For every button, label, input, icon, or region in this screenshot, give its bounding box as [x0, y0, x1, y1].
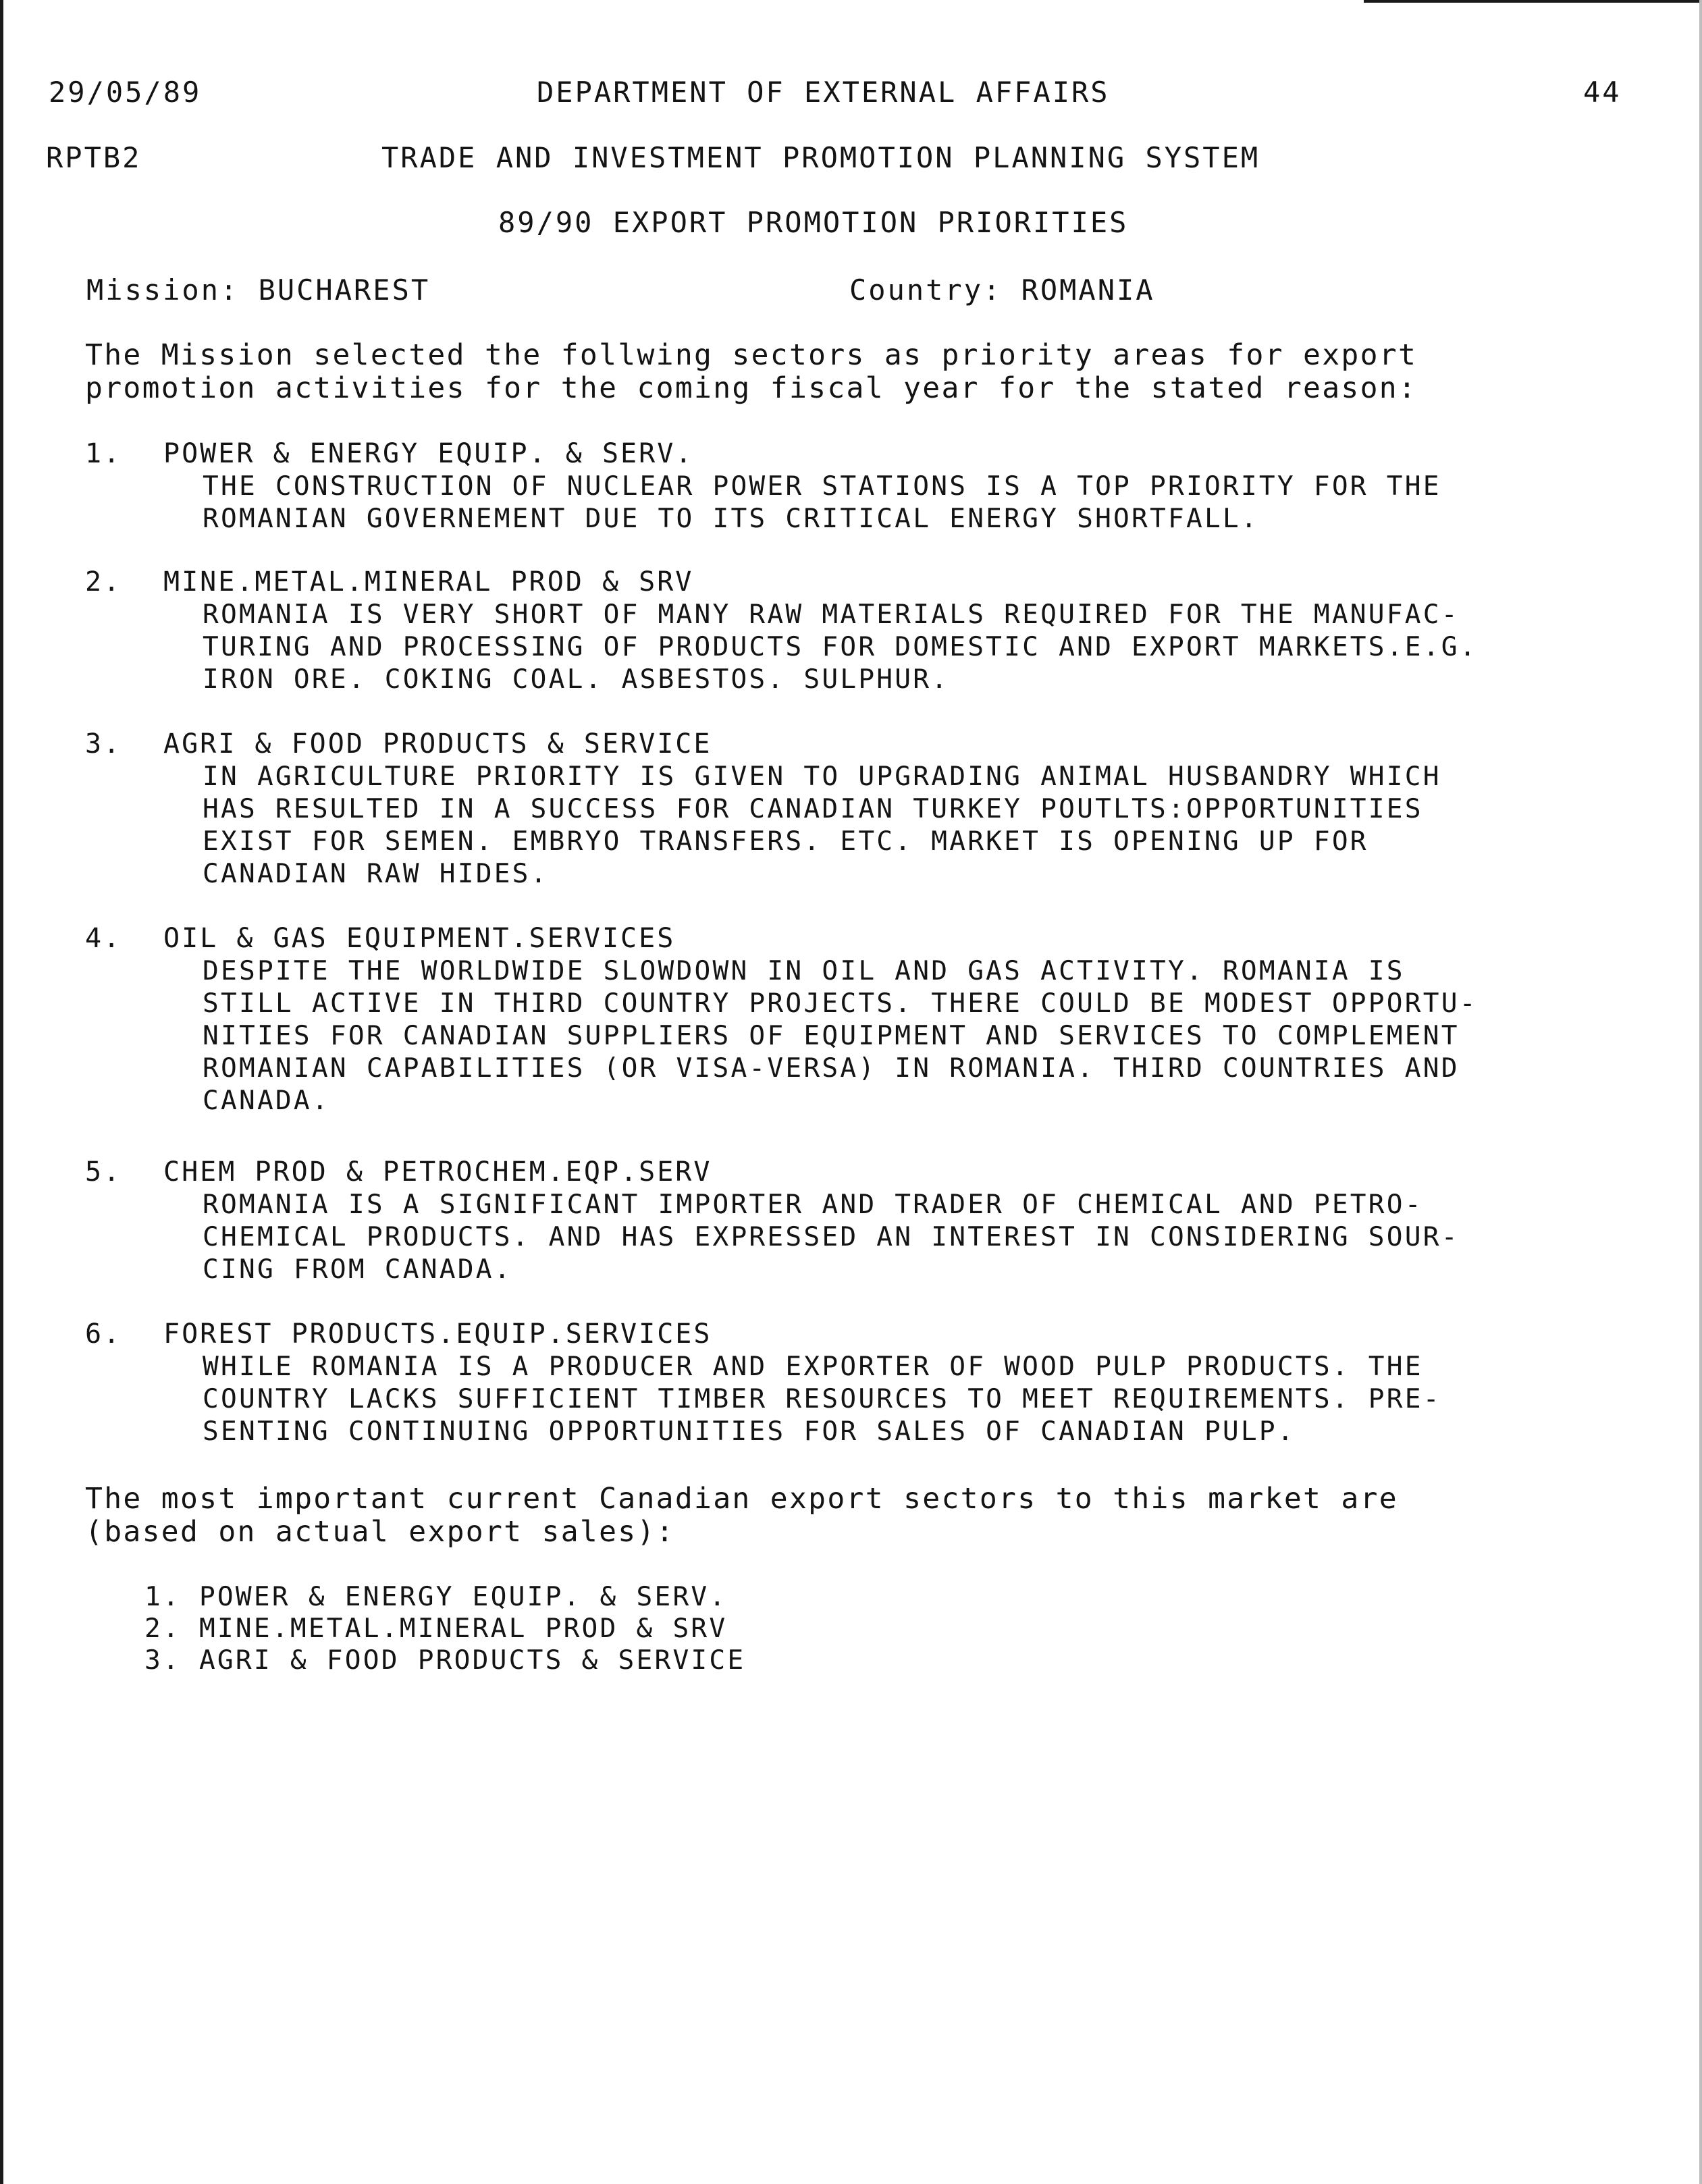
- mission-label: Mission: BUCHAREST: [86, 273, 431, 307]
- sector-title: POWER & ENERGY EQUIP. & SERV.: [163, 438, 694, 469]
- page-number: 44: [1583, 76, 1622, 109]
- current-sector-item: 1. POWER & ENERGY EQUIP. & SERV.: [144, 1581, 728, 1612]
- sector-text-line: STILL ACTIVE IN THIRD COUNTRY PROJECTS. THERE COULD BE MODEST OPPORTU-: [203, 988, 1478, 1019]
- page-left-edge: [0, 0, 3, 2184]
- sector-text-line: CANADA.: [203, 1085, 330, 1116]
- sector-text-line: ROMANIAN GOVERNEMENT DUE TO ITS CRITICAL ENERGY SHORTFALL.: [203, 503, 1259, 534]
- sector-text-line: TURING AND PROCESSING OF PRODUCTS FOR DOMESTIC AND EXPORT MARKETS.E.G.: [203, 631, 1478, 662]
- sector-text-line: CHEMICAL PRODUCTS. AND HAS EXPRESSED AN INTEREST IN CONSIDERING SOUR-: [203, 1221, 1460, 1252]
- sector-number: 4.: [85, 923, 122, 954]
- intro-line-2: promotion activities for the coming fiscal year for the stated reason:: [85, 371, 1418, 405]
- sector-number: 3.: [85, 728, 122, 760]
- department-title: DEPARTMENT OF EXTERNAL AFFAIRS: [537, 76, 1110, 109]
- country-label: Country: ROMANIA: [849, 273, 1155, 307]
- current-sector-item: 3. AGRI & FOOD PRODUCTS & SERVICE: [144, 1645, 746, 1676]
- sector-number: 2.: [85, 566, 122, 597]
- current-sectors-intro-line-2: (based on actual export sales):: [85, 1515, 675, 1549]
- sector-title: FOREST PRODUCTS.EQUIP.SERVICES: [163, 1319, 712, 1350]
- sector-text-line: IN AGRICULTURE PRIORITY IS GIVEN TO UPGRADING ANIMAL HUSBANDRY WHICH: [203, 761, 1441, 792]
- sector-text-line: COUNTRY LACKS SUFFICIENT TIMBER RESOURCES TO MEET REQUIREMENTS. PRE-: [203, 1383, 1441, 1414]
- sector-title: CHEM PROD & PETROCHEM.EQP.SERV: [163, 1156, 712, 1188]
- system-title: TRADE AND INVESTMENT PROMOTION PLANNING SYSTEM: [381, 141, 1260, 174]
- sector-text-line: NITIES FOR CANADIAN SUPPLIERS OF EQUIPMENT AND SERVICES TO COMPLEMENT: [203, 1020, 1460, 1051]
- sector-text-line: HAS RESULTED IN A SUCCESS FOR CANADIAN TURKEY POUTLTS:OPPORTUNITIES: [203, 793, 1423, 824]
- sector-number: 5.: [85, 1156, 122, 1188]
- sector-text-line: ROMANIA IS A SIGNIFICANT IMPORTER AND TRADER OF CHEMICAL AND PETRO-: [203, 1189, 1423, 1220]
- sector-text-line: DESPITE THE WORLDWIDE SLOWDOWN IN OIL AND GAS ACTIVITY. ROMANIA IS: [203, 955, 1405, 986]
- report-date: 29/05/89: [49, 76, 202, 109]
- current-sector-item: 2. MINE.METAL.MINERAL PROD & SRV: [144, 1613, 728, 1644]
- sector-text-line: EXIST FOR SEMEN. EMBRYO TRANSFERS. ETC. MARKET IS OPENING UP FOR: [203, 826, 1368, 857]
- report-code: RPTB2: [46, 141, 142, 174]
- sector-text-line: ROMANIAN CAPABILITIES (OR VISA-VERSA) IN ROMANIA. THIRD COUNTRIES AND: [203, 1053, 1460, 1084]
- page-top-edge: [1364, 0, 1702, 3]
- sector-number: 1.: [85, 438, 122, 469]
- sector-title: MINE.METAL.MINERAL PROD & SRV: [163, 566, 694, 597]
- sector-title: OIL & GAS EQUIPMENT.SERVICES: [163, 923, 676, 954]
- sector-text-line: CANADIAN RAW HIDES.: [203, 858, 549, 889]
- current-sectors-intro-line-1: The most important current Canadian export sectors to this market are: [85, 1482, 1398, 1516]
- sector-text-line: THE CONSTRUCTION OF NUCLEAR POWER STATIONS IS A TOP PRIORITY FOR THE: [203, 471, 1441, 502]
- sector-title: AGRI & FOOD PRODUCTS & SERVICE: [163, 728, 712, 760]
- sector-text-line: IRON ORE. COKING COAL. ASBESTOS. SULPHUR.: [203, 664, 950, 695]
- intro-line-1: The Mission selected the follwing sectors as priority areas for export: [85, 338, 1418, 372]
- sector-text-line: CING FROM CANADA.: [203, 1254, 512, 1285]
- sector-text-line: WHILE ROMANIA IS A PRODUCER AND EXPORTER OF WOOD PULP PRODUCTS. THE: [203, 1351, 1423, 1382]
- sector-number: 6.: [85, 1319, 122, 1350]
- sector-text-line: SENTING CONTINUING OPPORTUNITIES FOR SALES OF CANADIAN PULP.: [203, 1416, 1296, 1447]
- sector-text-line: ROMANIA IS VERY SHORT OF MANY RAW MATERIALS REQUIRED FOR THE MANUFAC-: [203, 599, 1460, 630]
- page-right-edge: [1699, 0, 1702, 2184]
- report-title: 89/90 EXPORT PROMOTION PRIORITIES: [498, 206, 1129, 239]
